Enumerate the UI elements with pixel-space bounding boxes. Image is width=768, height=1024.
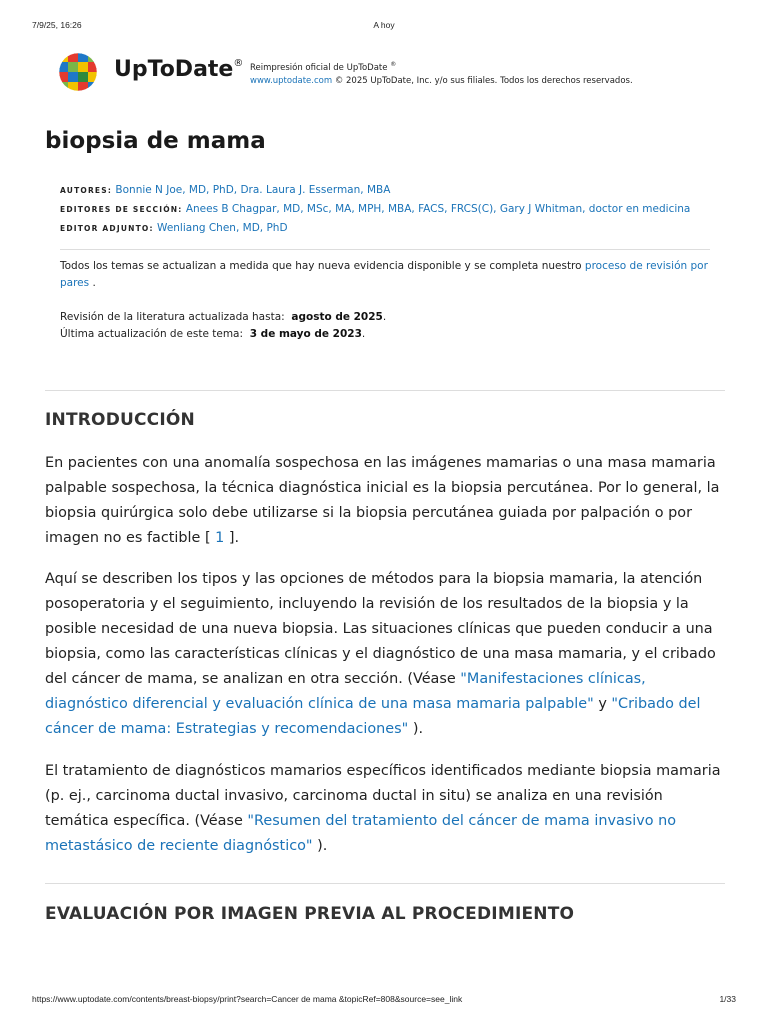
deputy-editor-link[interactable]: Wenliang Chen, MD, PhD — [157, 222, 288, 234]
page-title: biopsia de mama — [45, 128, 266, 154]
update-notice: Todos los temas se actualizan a medida que hay nueva evidencia disponible y se completa nuestro proceso de revisión por pares . — [60, 260, 708, 289]
credit-deputy-editor: EDITOR ADJUNTO: Wenliang Chen, MD, PhD — [60, 222, 288, 234]
intro-paragraph-2: Aquí se describen los tipos y las opciones de métodos para la biopsia mamaria, la atención posoperatoria y el seguimiento, incluyendo la revisión de los resultados de la biopsia y la posible necesidad de una nueva biopsia. Las situaciones clínicas que pueden conducir a una biopsia, como las características clínicas y el diagnóstico de una masa mamaria, y el cribado del cáncer de mama, se analizan en otra sección. (Véase "Manifestaciones clínicas, diagnóstico diferencial y evaluación clínica de una masa mamaria palpable" y "Cribado del cáncer de mama: Estrategias y recomendaciones" ). — [45, 571, 716, 737]
review-dates: Revisión de la literatura actualizada hasta: agosto de 2025. Última actualización de este tema: 3 de mayo de 2023. — [60, 311, 387, 340]
reprint-notice: Reimpresión oficial de UpToDate ® www.uptodate.com © 2025 UpToDate, Inc. y/o sus filiales. Todos los derechos reservados. — [250, 61, 633, 86]
credit-section-editors: EDITORES DE SECCIÓN: Anees B Chagpar, MD, MSc, MA, MPH, MBA, FACS, FRCS(C), Gary J Whitman, doctor en medicina — [60, 203, 691, 215]
section-heading-introduction: INTRODUCCIÓN — [45, 410, 195, 430]
print-page-title: A hoy — [373, 20, 395, 30]
credits — [60, 181, 690, 238]
print-url: https://www.uptodate.com/contents/breast-biopsy/print?search=Cancer de mama &topicRef=808&source=see_link — [32, 994, 463, 1004]
peer-review-link[interactable]: proceso de revisión por pares — [60, 260, 708, 289]
divider — [45, 390, 725, 391]
intro-paragraph-1: En pacientes con una anomalía sospechosa en las imágenes mamarias o una masa mamaria palpable sospechosa, la técnica diagnóstica inicial es la biopsia percutánea. Por lo general, la biopsia quirúrgica solo debe utilizarse si la biopsia percutánea guiada por palpación o por imagen no es factible [ 1 ]. — [45, 455, 720, 546]
palpable-mass-topic-link[interactable]: "Manifestaciones clínicas, diagnóstico diferencial y evaluación clínica de una masa mamaria palpable" — [45, 671, 646, 712]
section-editors-link[interactable]: Anees B Chagpar, MD, MSc, MA, MPH, MBA, FACS, FRCS(C), Gary J Whitman, doctor en medicina — [185, 203, 691, 215]
divider — [45, 883, 725, 884]
uptodate-globe-icon — [58, 52, 100, 94]
uptodate-site-link[interactable]: www.uptodate.com — [250, 75, 333, 86]
screening-topic-link[interactable]: "Cribado del cáncer de mama: Estrategias y recomendaciones" — [45, 696, 701, 737]
credit-authors: AUTORES: Bonnie N Joe, MD, PhD, Dra. Laura J. Esserman, MBA — [60, 184, 391, 196]
treatment-overview-topic-link[interactable]: "Resumen del tratamiento del cáncer de mama invasivo no metastásico de reciente diagnóstico" — [45, 813, 677, 854]
print-page-number: 1/33 — [719, 994, 736, 1004]
section-heading-imaging: EVALUACIÓN POR IMAGEN PREVIA AL PROCEDIMIENTO — [45, 904, 575, 924]
intro-paragraph-3: El tratamiento de diagnósticos mamarios específicos identificados mediante biopsia mamaria (p. ej., carcinoma ductal invasivo, carcinoma ductal in situ) se analiza en una revisión temática específica. (Véase "Resumen del tratamiento del cáncer de mama invasivo no metastásico de reciente diagnóstico" ). — [45, 763, 721, 854]
authors-link[interactable]: Bonnie N Joe, MD, PhD, Dra. Laura J. Esserman, MBA — [115, 184, 391, 196]
print-datetime: 7/9/25, 16:26 — [32, 20, 82, 30]
divider — [60, 249, 710, 250]
uptodate-wordmark: UpToDate® — [114, 57, 244, 82]
reference-link-1[interactable]: 1 — [215, 530, 225, 546]
